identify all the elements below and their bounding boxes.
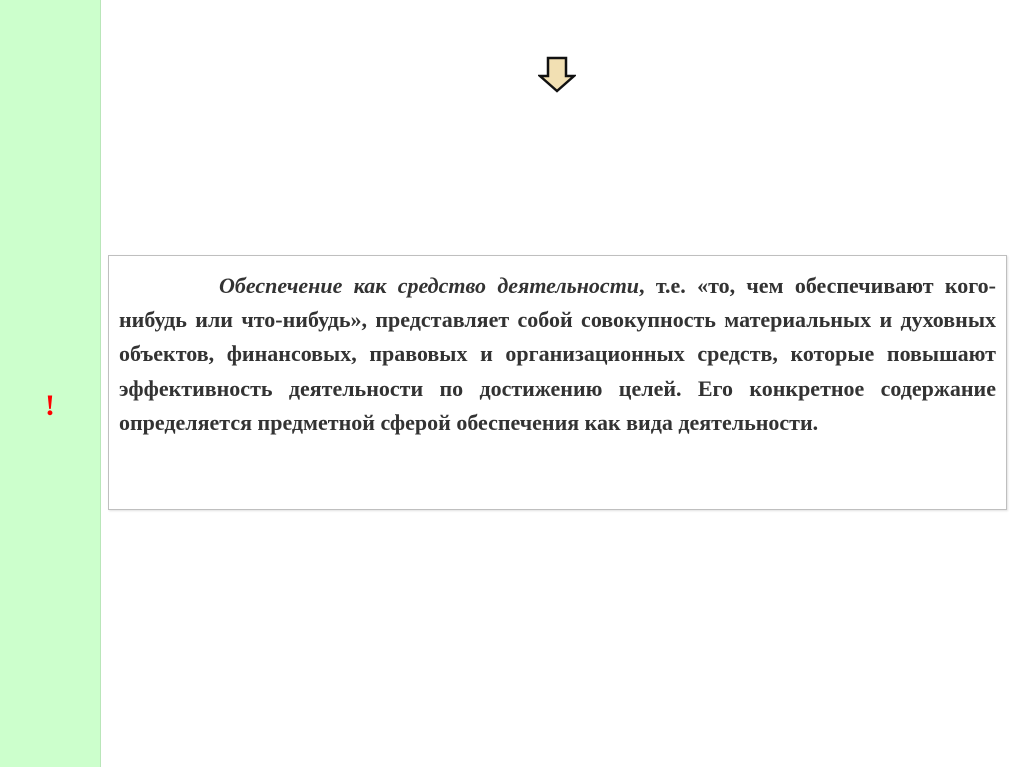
definition-text [119, 269, 996, 440]
definition-box [108, 255, 1007, 510]
exclamation-mark: ! [45, 389, 55, 422]
definition-body: , т.е. «то, чем обеспечивают кого-нибудь или что-нибудь», представляет собой совокупность материальных и духовных объектов, финансовых, правовых и организационных средств, которые повышают эффективность деятельности по достижению целей. Его конкретное содержание определяется предметной сферой обеспечения как вида деятельности. [119, 273, 996, 435]
down-arrow-icon [538, 56, 576, 94]
left-sidebar [0, 0, 101, 767]
definition-lead: Обеспечение как средство деятельности [219, 273, 640, 298]
